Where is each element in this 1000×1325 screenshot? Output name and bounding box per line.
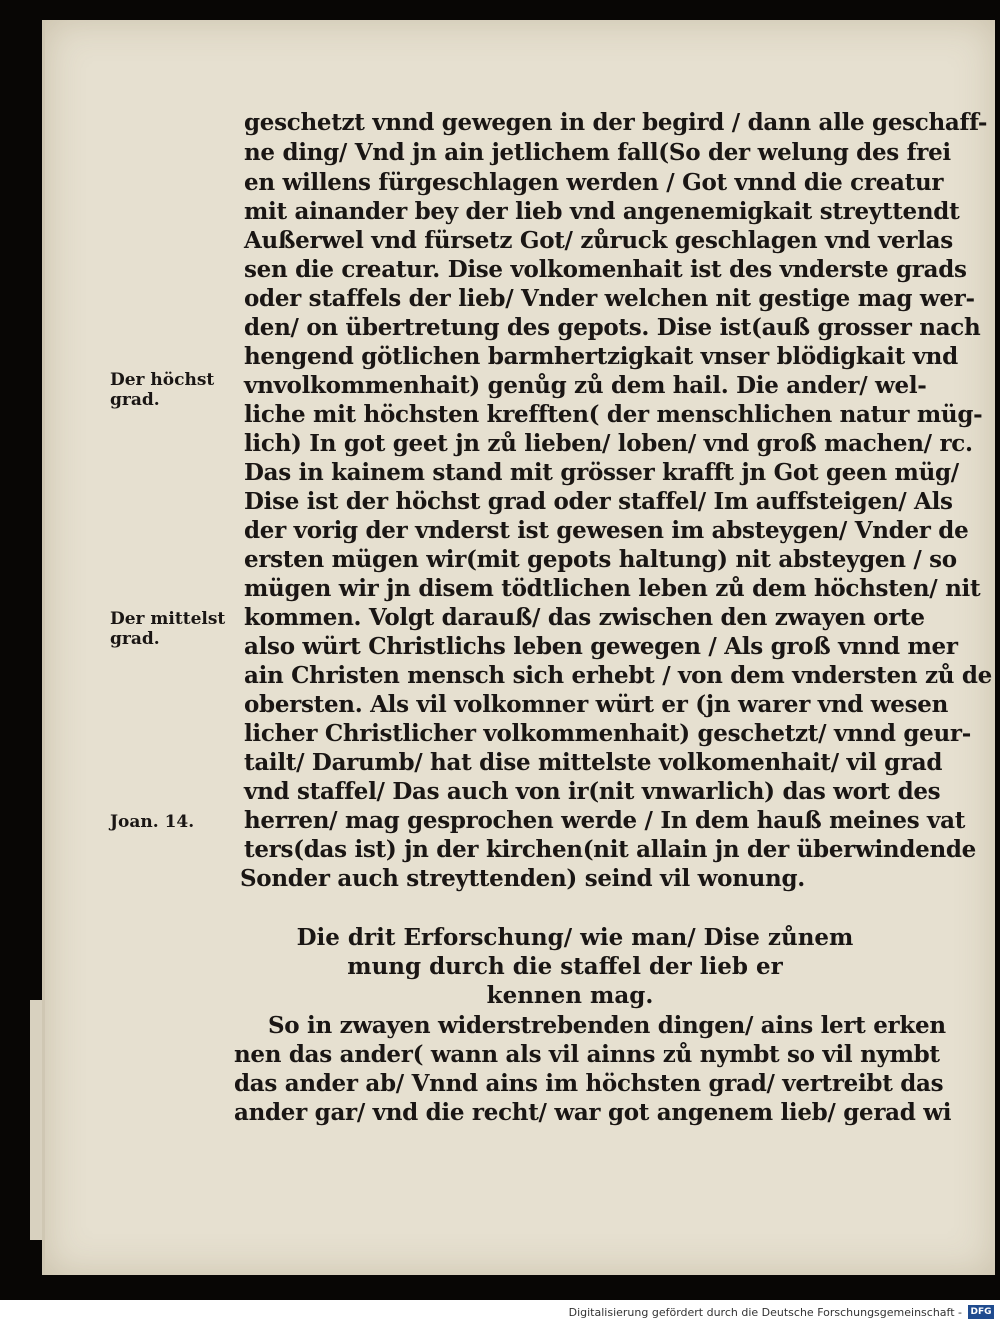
text-line: So in zwayen widerstrebenden dingen/ ains lert erken xyxy=(268,1012,946,1039)
text-line: Sonder auch streyttenden) seind vil wonung. xyxy=(240,865,805,892)
text-line: vnvolkommenhait) genůg zů dem hail. Die ander/ wel- xyxy=(244,372,927,399)
text-line: das ander ab/ Vnnd ains im höchsten grad/ vertreibt das xyxy=(234,1070,944,1097)
text-line: Das in kainem stand mit grösser krafft jn Got geen müg/ xyxy=(244,459,959,486)
text-line: en willens fürgeschlagen werden / Got vnnd die creatur xyxy=(244,169,944,196)
heading-line: Die drit Erforschung/ wie man/ Dise zůnem xyxy=(296,924,854,951)
margin-note-line: Der mittelst xyxy=(110,609,226,629)
text-line: mit ainander bey der lieb vnd angenemigkait streyttendt xyxy=(244,198,960,225)
heading-line: mung durch die staffel der lieb er xyxy=(347,953,783,980)
text-line: sen die creatur. Dise volkomenhait ist des vnderste grads xyxy=(244,256,967,283)
margin-note-line: grad. xyxy=(110,629,160,649)
text-line: Außerwel vnd fürsetz Got/ zůruck geschlagen vnd verlas xyxy=(244,227,953,254)
dfg-logo: DFG xyxy=(968,1305,994,1319)
margin-note-line: grad. xyxy=(110,390,160,410)
margin-note-line: Joan. 14. xyxy=(110,812,195,832)
text-line: kommen. Volgt darauß/ das zwischen den zwayen orte xyxy=(244,604,925,631)
text-line: ander gar/ vnd die recht/ war got angenem lieb/ gerad wi xyxy=(234,1099,952,1126)
text-line: licher Christlicher volkommenhait) geschetzt/ vnnd geur- xyxy=(244,720,971,747)
text-line: Dise ist der höchst grad oder staffel/ Im auffsteigen/ Als xyxy=(244,488,953,515)
text-line: mügen wir jn disem tödtlichen leben zů dem höchsten/ nit xyxy=(244,575,981,602)
margin-note xyxy=(110,370,240,410)
text-line: oder staffels der lieb/ Vnder welchen nit gestige mag wer- xyxy=(244,285,975,312)
text-line: ersten mügen wir(mit gepots haltung) nit absteygen / so xyxy=(244,546,957,573)
text-line: ters(das ist) jn der kirchen(nit allain jn der überwindende xyxy=(244,836,976,863)
margin-note xyxy=(110,812,240,832)
text-line: tailt/ Darumb/ hat dise mittelste volkomenhait/ vil grad xyxy=(244,749,943,776)
text-line: ain Christen mensch sich erhebt / von dem vndersten zů de xyxy=(244,662,992,689)
text-line: geschetzt vnnd gewegen in der begird / dann alle geschaff- xyxy=(244,109,988,136)
text-line: vnd staffel/ Das auch von ir(nit vnwarlich) das wort des xyxy=(244,778,941,805)
margin-note-line: Der höchst xyxy=(110,370,215,390)
heading-line: kennen mag. xyxy=(486,982,654,1009)
text-line: lich) In got geet jn zů lieben/ loben/ vnd groß machen/ rc. xyxy=(244,430,973,457)
text-line: den/ on übertretung des gepots. Dise ist(auß grosser nach xyxy=(244,314,981,341)
text-line: nen das ander( wann als vil ainns zů nymbt so vil nymbt xyxy=(234,1041,940,1068)
text-line: herren/ mag gesprochen werde / In dem hauß meines vat xyxy=(244,807,966,834)
text-line: der vorig der vnderst ist gewesen im absteygen/ Vnder de xyxy=(244,517,969,544)
text-line: ne ding/ Vnd jn ain jetlichem fall(So der welung des frei xyxy=(244,139,951,166)
funding-notice: Digitalisierung gefördert durch die Deutsche Forschungsgemeinschaft - xyxy=(568,1306,962,1319)
text-line: obersten. Als vil volkomner würt er (jn warer vnd wesen xyxy=(244,691,948,718)
text-line: also würt Christlichs leben gewegen / Als groß vnnd mer xyxy=(244,633,958,660)
margin-note xyxy=(110,609,240,649)
text-line: hengend götlichen barmhertzigkait vnser blödigkait vnd xyxy=(244,343,958,370)
text-line: liche mit höchsten krefften( der menschlichen natur müg- xyxy=(244,401,983,428)
